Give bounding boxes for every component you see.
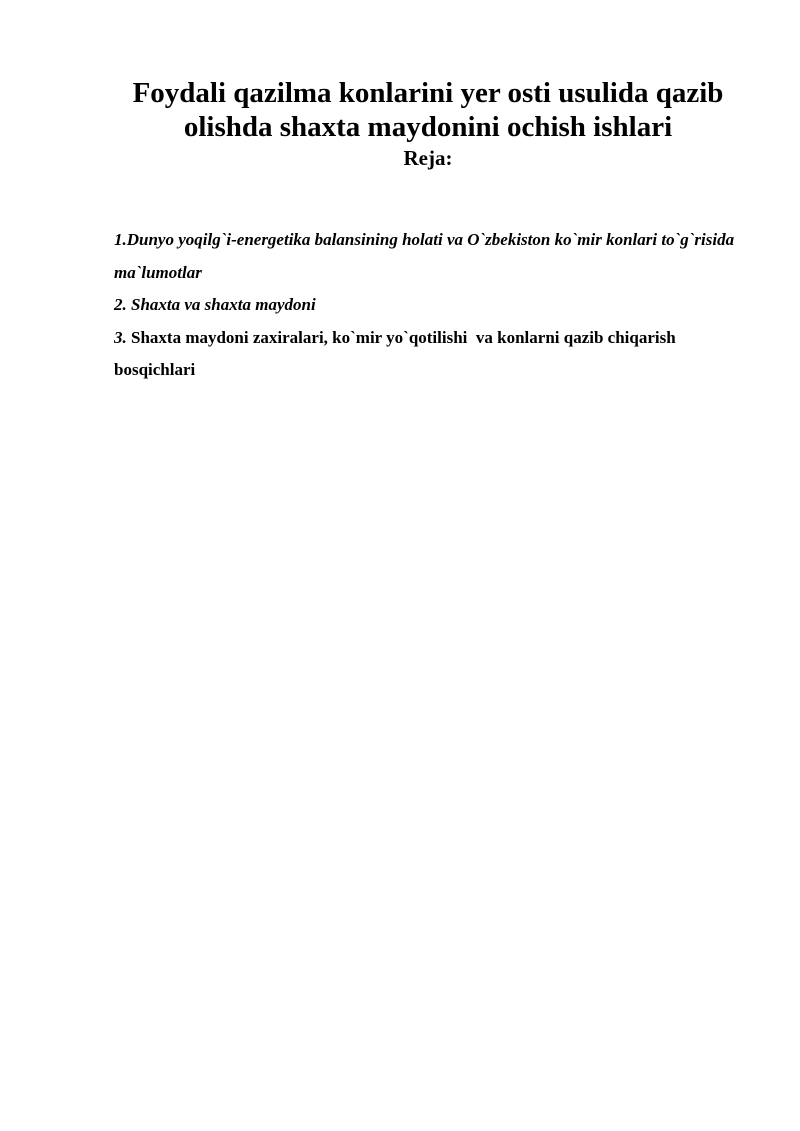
plan-item-text: Shaxta maydoni zaxiralari, ko`mir yo`qotilishi va konlarni qazib chiqarish bosqichlari — [114, 327, 680, 379]
document-title: Foydali qazilma konlarini yer osti usulida qazib olishda shaxta maydonini ochish ishlari — [132, 77, 724, 143]
plan-heading: Reja: — [403, 146, 453, 170]
plan-item-1 — [114, 224, 754, 289]
plan-item-2 — [114, 289, 754, 322]
plan-item-text: Shaxta va shaxta maydoni — [126, 295, 316, 314]
plan-item-text: Dunyo yoqilg`i-energetika balansining holati va O`zbekiston ko`mir konlari to`g`risida ma`lumotlar — [114, 230, 735, 282]
plan-item-number: 3. — [114, 327, 127, 347]
plan-item-3 — [114, 322, 754, 387]
plan-list — [114, 224, 754, 387]
plan-item-number: 1. — [114, 230, 127, 249]
plan-item-number: 2. — [114, 295, 127, 314]
